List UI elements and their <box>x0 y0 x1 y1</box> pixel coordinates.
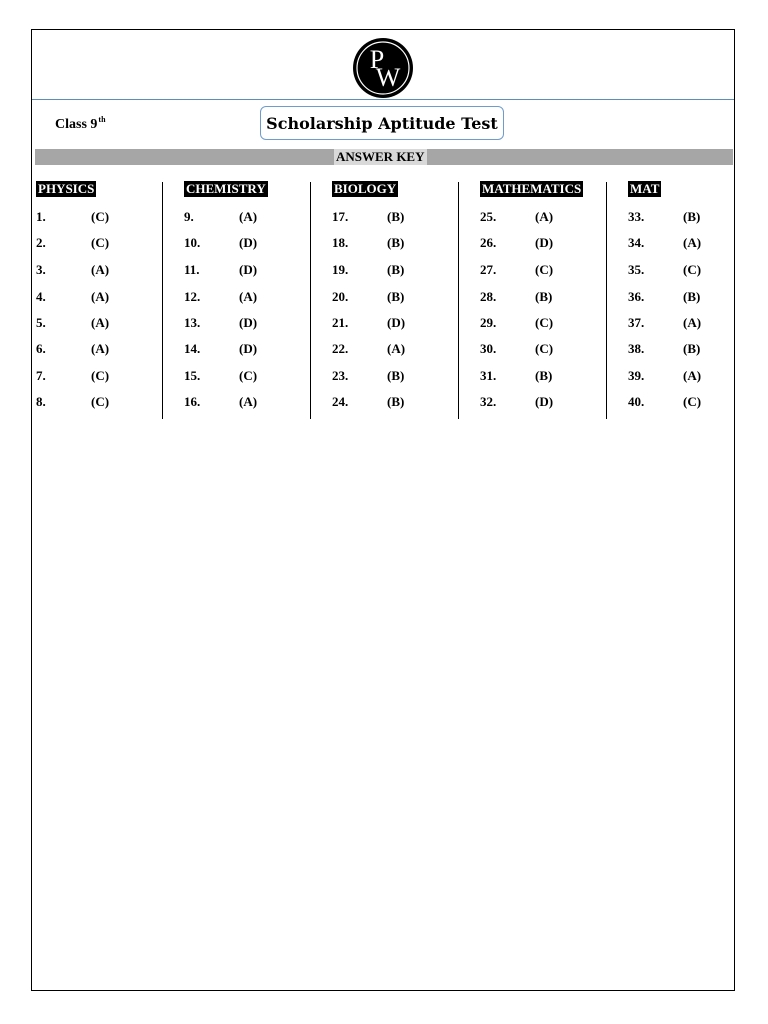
answer-option: (B) <box>387 368 405 383</box>
answer-option: (C) <box>91 209 110 224</box>
section-biology <box>332 180 398 198</box>
section-heading: PHYSICS <box>38 181 95 196</box>
answer-option: (D) <box>239 315 258 330</box>
question-number: 1. <box>36 209 46 224</box>
page-border <box>31 29 735 991</box>
answer-option: (C) <box>91 235 110 250</box>
column-divider <box>606 182 607 419</box>
class-label-suffix: th <box>98 115 106 124</box>
question-number: 36. <box>628 289 645 304</box>
answer-option: (A) <box>683 315 702 330</box>
question-number: 12. <box>184 289 201 304</box>
pw-logo <box>352 37 414 99</box>
question-number: 30. <box>480 341 497 356</box>
header-divider <box>32 99 734 100</box>
section-heading: MAT <box>630 181 660 196</box>
answer-option: (C) <box>535 315 554 330</box>
answer-option: (C) <box>535 341 554 356</box>
class-label <box>55 115 106 133</box>
answer-option: (C) <box>683 394 702 409</box>
section-mat <box>628 180 661 198</box>
section-physics <box>36 180 96 198</box>
section-heading: CHEMISTRY <box>186 181 266 196</box>
answer-option: (B) <box>535 368 553 383</box>
question-number: 21. <box>332 315 349 330</box>
test-title <box>260 106 504 140</box>
class-label-text: Class 9 <box>55 117 98 132</box>
answer-option: (D) <box>535 394 554 409</box>
answer-option: (C) <box>91 394 110 409</box>
answer-option: (C) <box>535 262 554 277</box>
question-number: 23. <box>332 368 349 383</box>
answer-option: (B) <box>387 262 405 277</box>
question-number: 33. <box>628 209 645 224</box>
answer-option: (D) <box>387 315 406 330</box>
question-number: 22. <box>332 341 349 356</box>
section-heading: BIOLOGY <box>334 181 397 196</box>
question-number: 31. <box>480 368 497 383</box>
question-number: 2. <box>36 235 46 250</box>
question-number: 35. <box>628 262 645 277</box>
question-number: 40. <box>628 394 645 409</box>
question-number: 28. <box>480 289 497 304</box>
answer-option: (B) <box>683 209 701 224</box>
answer-option: (A) <box>91 289 110 304</box>
answer-option: (D) <box>239 262 258 277</box>
question-number: 15. <box>184 368 201 383</box>
answer-option: (A) <box>535 209 554 224</box>
question-number: 20. <box>332 289 349 304</box>
question-number: 13. <box>184 315 201 330</box>
question-number: 4. <box>36 289 46 304</box>
question-number: 11. <box>184 262 200 277</box>
answer-option: (A) <box>91 315 110 330</box>
question-number: 17. <box>332 209 349 224</box>
answer-option: (A) <box>387 341 406 356</box>
answer-option: (B) <box>387 209 405 224</box>
svg-text:P: P <box>369 45 385 74</box>
question-number: 10. <box>184 235 201 250</box>
question-number: 32. <box>480 394 497 409</box>
answer-option: (A) <box>91 341 110 356</box>
question-number: 37. <box>628 315 645 330</box>
question-number: 34. <box>628 235 645 250</box>
answer-option: (D) <box>535 235 554 250</box>
svg-text:W: W <box>375 63 401 92</box>
column-divider <box>458 182 459 419</box>
answer-option: (B) <box>535 289 553 304</box>
answer-option: (A) <box>683 235 702 250</box>
section-mathematics <box>480 180 583 198</box>
answer-option: (B) <box>387 394 405 409</box>
answer-option: (B) <box>683 341 701 356</box>
question-number: 25. <box>480 209 497 224</box>
answer-option: (D) <box>239 341 258 356</box>
column-divider <box>162 182 163 419</box>
question-number: 26. <box>480 235 497 250</box>
question-number: 14. <box>184 341 201 356</box>
question-number: 6. <box>36 341 46 356</box>
question-number: 19. <box>332 262 349 277</box>
answer-option: (C) <box>91 368 110 383</box>
answer-option: (B) <box>683 289 701 304</box>
question-number: 38. <box>628 341 645 356</box>
question-number: 27. <box>480 262 497 277</box>
question-number: 5. <box>36 315 46 330</box>
answer-option: (C) <box>239 368 258 383</box>
question-number: 24. <box>332 394 349 409</box>
answer-option: (A) <box>91 262 110 277</box>
question-number: 8. <box>36 394 46 409</box>
answer-option: (A) <box>239 394 258 409</box>
answer-option: (D) <box>239 235 258 250</box>
question-number: 3. <box>36 262 46 277</box>
answer-option: (A) <box>239 209 258 224</box>
test-title-text: Scholarship Aptitude Test <box>266 113 498 133</box>
question-number: 18. <box>332 235 349 250</box>
answer-option: (A) <box>683 368 702 383</box>
answer-option: (C) <box>683 262 702 277</box>
section-heading: MATHEMATICS <box>482 181 582 196</box>
question-number: 16. <box>184 394 201 409</box>
answer-option: (B) <box>387 235 405 250</box>
section-chemistry <box>184 180 268 198</box>
column-divider <box>310 182 311 419</box>
question-number: 39. <box>628 368 645 383</box>
question-number: 7. <box>36 368 46 383</box>
question-number: 9. <box>184 209 194 224</box>
question-number: 29. <box>480 315 497 330</box>
answer-option: (A) <box>239 289 258 304</box>
answer-option: (B) <box>387 289 405 304</box>
answer-key-label: ANSWER KEY <box>336 149 425 164</box>
